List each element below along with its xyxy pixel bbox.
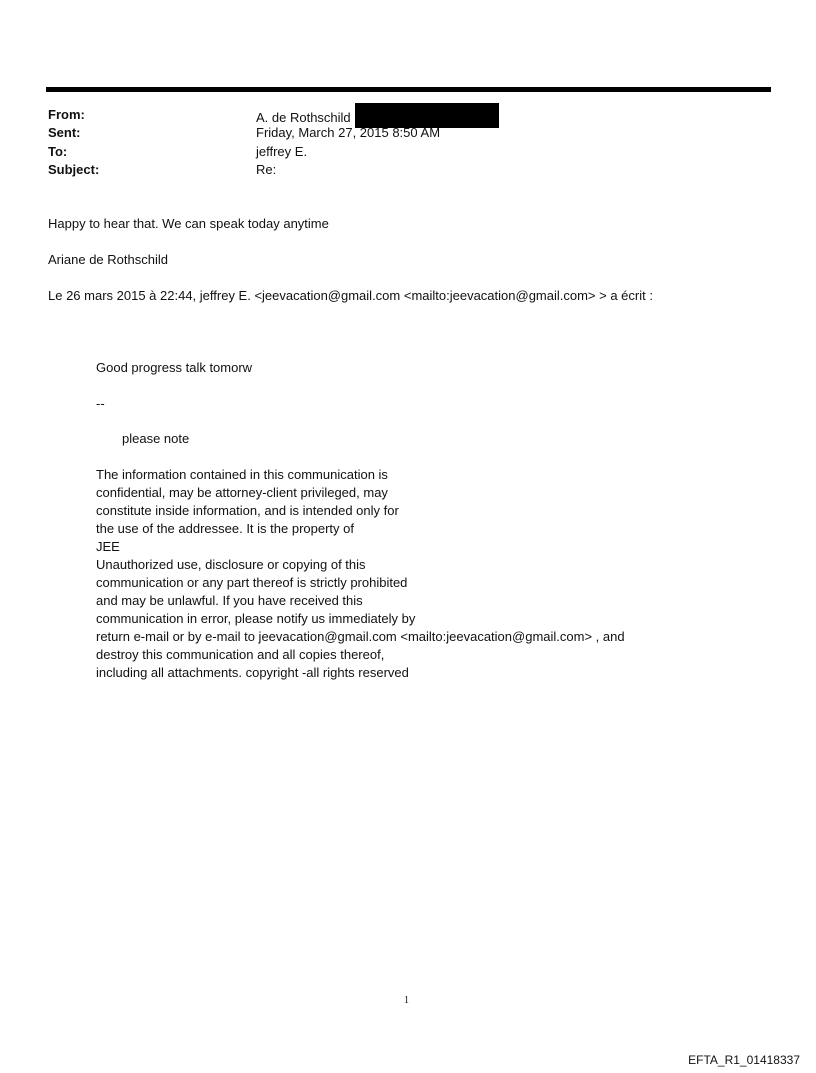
disclaimer — [96, 466, 625, 682]
to-label: To: — [48, 144, 68, 159]
disclaimer-line: The information contained in this communication is — [96, 467, 388, 482]
from-label: From: — [48, 107, 85, 122]
disclaimer-line: the use of the addressee. It is the property of — [96, 521, 354, 536]
disclaimer-line: confidential, may be attorney-client privileged, may — [96, 485, 388, 500]
sent-value: Friday, March 27, 2015 8:50 AM — [256, 125, 441, 140]
disclaimer-line: JEE — [96, 539, 120, 554]
signature: Ariane de Rothschild — [48, 252, 168, 267]
page-number: 1 — [404, 995, 409, 1006]
disclaimer-line: including all attachments. copyright -all rights reserved — [96, 665, 409, 680]
disclaimer-line: constitute inside information, and is intended only for — [96, 503, 399, 518]
disclaimer-line: destroy this communication and all copies thereof, — [96, 647, 385, 662]
subject-label: Subject: — [48, 162, 100, 177]
disclaimer-line: Unauthorized use, disclosure or copying of this — [96, 557, 366, 572]
body-line: Happy to hear that. We can speak today anytime — [48, 216, 329, 231]
please-note: please note — [122, 431, 190, 446]
quoted-message: Good progress talk tomorw — [96, 360, 253, 375]
signature-separator: -- — [96, 396, 105, 411]
header-rule — [46, 87, 771, 92]
disclaimer-line: return e-mail or by e-mail to jeevacation@gmail.com <mailto:jeevacation@gmail.com> , and — [96, 629, 625, 644]
from-name: A. de Rothschild — [256, 109, 351, 125]
quote-intro: Le 26 mars 2015 à 22:44, jeffrey E. <jeevacation@gmail.com <mailto:jeevacation@gmail.com> > a écrit : — [48, 288, 653, 303]
to-value: jeffrey E. — [256, 144, 308, 159]
disclaimer-line: communication or any part thereof is strictly prohibited — [96, 575, 408, 590]
disclaimer-line: communication in error, please notify us immediately by — [96, 611, 416, 626]
subject-value: Re: — [256, 162, 277, 177]
sent-label: Sent: — [48, 125, 81, 140]
disclaimer-line: and may be unlawful. If you have received this — [96, 593, 363, 608]
document-id: EFTA_R1_01418337 — [688, 1053, 800, 1067]
